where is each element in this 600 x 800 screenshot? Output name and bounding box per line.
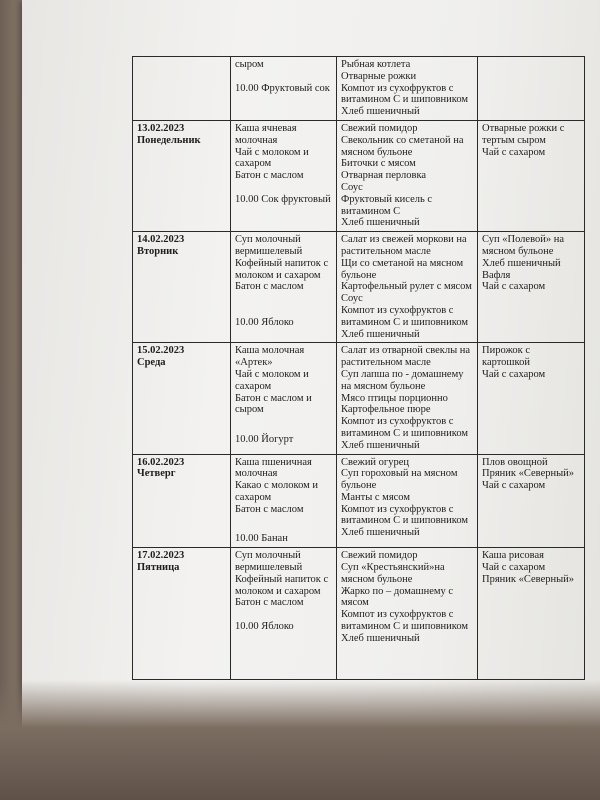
breakfast-item: Суп молочный (235, 234, 301, 246)
date-label: 15.02.2023 (137, 345, 185, 357)
lunch-item: Свежий помидор (341, 550, 418, 562)
breakfast-item: Батон с маслом (235, 281, 304, 293)
lunch-item: Свежий помидор (341, 122, 418, 134)
afternoon-snack-item: Чай с сахаром (482, 281, 546, 293)
lunch-item: Щи со сметаной на мясном (341, 257, 464, 269)
date-label: 16.02.2023 (137, 456, 185, 468)
breakfast-cell (231, 343, 337, 454)
date-cell (133, 120, 231, 231)
snack-item: 10.00 Фруктовый сок (235, 82, 330, 94)
lunch-item: Суп лапша по - домашнему (341, 368, 464, 380)
lunch-item: витамином С и шиповником (341, 427, 469, 439)
afternoon-snack-item: Чай с сахаром (482, 146, 546, 158)
afternoon-snack-item: тертым сыром (482, 134, 546, 146)
date-label: 17.02.2023 (137, 550, 185, 562)
breakfast-item: сыром (235, 404, 264, 416)
afternoon-snack-cell (478, 454, 585, 548)
spacer (235, 515, 333, 533)
lunch-cell (337, 454, 478, 548)
date-cell (133, 454, 231, 548)
snack-item: 10.00 Яблоко (235, 621, 294, 633)
lunch-item: мясом (341, 597, 369, 609)
afternoon-snack-item: Хлеб пшеничный (482, 257, 561, 269)
breakfast-item: Каша пшеничная (235, 456, 312, 468)
breakfast-item: молочная (235, 134, 278, 146)
lunch-item: Хлеб пшеничный (341, 439, 420, 451)
lunch-item: витамином С и шиповником (341, 621, 469, 633)
breakfast-item: сахаром (235, 380, 272, 392)
lunch-item: Картофельное пюре (341, 404, 431, 416)
lunch-item: Салат из свежей моркови на (341, 234, 467, 246)
lunch-item: Хлеб пшеничный (341, 106, 420, 118)
afternoon-snack-item: Отварные рожки с (482, 122, 565, 134)
date-cell (133, 232, 231, 343)
lunch-item: Суп «Крестьянский»на (341, 562, 445, 574)
menu-row (133, 57, 585, 121)
menu-row (133, 120, 585, 231)
afternoon-snack-item: Пирожок с (482, 345, 531, 357)
lunch-item: Хлеб пшеничный (341, 527, 420, 539)
breakfast-cell (231, 120, 337, 231)
lunch-item: бульоне (341, 480, 377, 492)
lunch-item: витамином С (341, 205, 401, 217)
lunch-item: Манты с мясом (341, 491, 410, 503)
lunch-item: Соус (341, 293, 363, 305)
breakfast-item: вермишелевый (235, 562, 303, 574)
afternoon-snack-item: Чай с сахаром (482, 480, 546, 492)
breakfast-item: сахаром (235, 158, 272, 170)
afternoon-snack-item: Суп «Полевой» на (482, 234, 564, 246)
spacer (235, 182, 333, 194)
weekday-label: Вторник (137, 245, 179, 257)
breakfast-item: сыром (235, 59, 264, 70)
lunch-item: Компот из сухофруктов с (341, 82, 454, 94)
breakfast-item: Суп молочный (235, 550, 301, 562)
spacer (235, 416, 333, 434)
breakfast-item: Чай с молоком и (235, 146, 309, 158)
afternoon-snack-item: Чай с сахаром (482, 368, 546, 380)
breakfast-item: молочная (235, 468, 278, 480)
breakfast-item: молоком и сахаром (235, 585, 321, 597)
breakfast-item: Какао с молоком и (235, 480, 319, 492)
lunch-item: растительном масле (341, 245, 431, 257)
date-label: 14.02.2023 (137, 234, 185, 246)
lunch-item: витамином С и шиповником (341, 94, 469, 106)
lunch-item: Отварная перловка (341, 170, 427, 182)
menu-row (133, 454, 585, 548)
snack-item: 10.00 Банан (235, 533, 288, 545)
lunch-item: Рыбная котлета (341, 59, 411, 70)
lunch-cell (337, 343, 478, 454)
afternoon-snack-cell (478, 232, 585, 343)
breakfast-cell (231, 454, 337, 548)
date-label: 13.02.2023 (137, 122, 185, 134)
lunch-item: Компот из сухофруктов с (341, 416, 454, 428)
afternoon-snack-cell (478, 120, 585, 231)
afternoon-snack-item: Пряник «Северный» (482, 573, 575, 585)
afternoon-snack-cell (478, 57, 585, 121)
afternoon-snack-item: мясном бульоне (482, 245, 554, 257)
lunch-item: Мясо птицы порционно (341, 392, 448, 404)
snack-item: 10.00 Сок фруктовый (235, 193, 331, 205)
spacer (235, 293, 333, 317)
breakfast-item: Батон с маслом и (235, 392, 312, 404)
afternoon-snack-item: Плов овощной (482, 456, 548, 468)
weekday-label: Пятница (137, 562, 180, 574)
breakfast-item: Батон с маслом (235, 503, 304, 515)
breakfast-item: сахаром (235, 491, 272, 503)
lunch-item: Компот из сухофруктов с (341, 503, 454, 515)
breakfast-item: Батон с маслом (235, 597, 304, 609)
breakfast-item: «Артек» (235, 357, 273, 369)
lunch-item: Хлеб пшеничный (341, 217, 420, 229)
afternoon-snack-item: Чай с сахаром (482, 562, 546, 574)
breakfast-cell (231, 57, 337, 121)
lunch-item: Компот из сухофруктов с (341, 304, 454, 316)
menu-row (133, 343, 585, 454)
lunch-item: на мясном бульоне (341, 380, 426, 392)
lunch-item: Фруктовый кисель с (341, 193, 433, 205)
date-cell (133, 548, 231, 680)
spacer (235, 609, 333, 621)
lunch-item: мясном бульоне (341, 573, 413, 585)
lunch-cell (337, 120, 478, 231)
breakfast-item: Каша молочная (235, 345, 305, 357)
background-floor (0, 680, 600, 800)
lunch-item: Свекольник со сметаной на (341, 134, 464, 146)
date-cell (133, 343, 231, 454)
afternoon-snack-item: Каша рисовая (482, 550, 544, 562)
lunch-cell (337, 57, 478, 121)
lunch-item: Биточки с мясом (341, 158, 416, 170)
lunch-item: мясном бульоне (341, 146, 413, 158)
lunch-cell (337, 548, 478, 680)
afternoon-snack-cell (478, 548, 585, 680)
afternoon-snack-item: Вафля (482, 269, 511, 281)
lunch-item: Салат из отварной свеклы на (341, 345, 471, 357)
lunch-item: Свежий огурец (341, 456, 410, 468)
breakfast-item: Чай с молоком и (235, 368, 309, 380)
lunch-item: Картофельный рулет с мясом (341, 281, 472, 293)
breakfast-item: Батон с маслом (235, 170, 304, 182)
snack-item: 10.00 Яблоко (235, 317, 294, 329)
afternoon-snack-item: Пряник «Северный» (482, 468, 575, 480)
weekday-label: Четверг (137, 468, 176, 480)
weekday-label: Понедельник (137, 134, 201, 146)
breakfast-item: вермишелевый (235, 245, 303, 257)
weekday-label: Среда (137, 357, 166, 369)
lunch-item: растительном масле (341, 357, 431, 369)
lunch-item: бульоне (341, 269, 377, 281)
menu-row (133, 548, 585, 680)
lunch-item: витамином С и шиповником (341, 515, 469, 527)
lunch-item: Хлеб пшеничный (341, 328, 420, 340)
menu-table (132, 56, 585, 680)
lunch-item: Компот из сухофруктов с (341, 609, 454, 621)
menu-row (133, 232, 585, 343)
date-cell (133, 57, 231, 121)
lunch-item: Жарко по – домашнему с (341, 585, 454, 597)
lunch-item: Хлеб пшеничный (341, 632, 420, 644)
breakfast-item: Кофейный напиток с (235, 573, 329, 585)
lunch-cell (337, 232, 478, 343)
afternoon-snack-item: картошкой (482, 357, 530, 369)
breakfast-cell (231, 548, 337, 680)
breakfast-item: Каша ячневая (235, 122, 297, 134)
breakfast-item: Кофейный напиток с (235, 257, 329, 269)
lunch-item: Суп гороховый на мясном (341, 468, 458, 480)
snack-item: 10.00 Йогурт (235, 434, 294, 446)
breakfast-item: молоком и сахаром (235, 269, 321, 281)
breakfast-cell (231, 232, 337, 343)
spacer (235, 71, 333, 83)
menu-sheet (22, 0, 600, 790)
lunch-item: витамином С и шиповником (341, 316, 469, 328)
afternoon-snack-cell (478, 343, 585, 454)
lunch-item: Соус (341, 181, 363, 193)
lunch-item: Отварные рожки (341, 70, 417, 82)
